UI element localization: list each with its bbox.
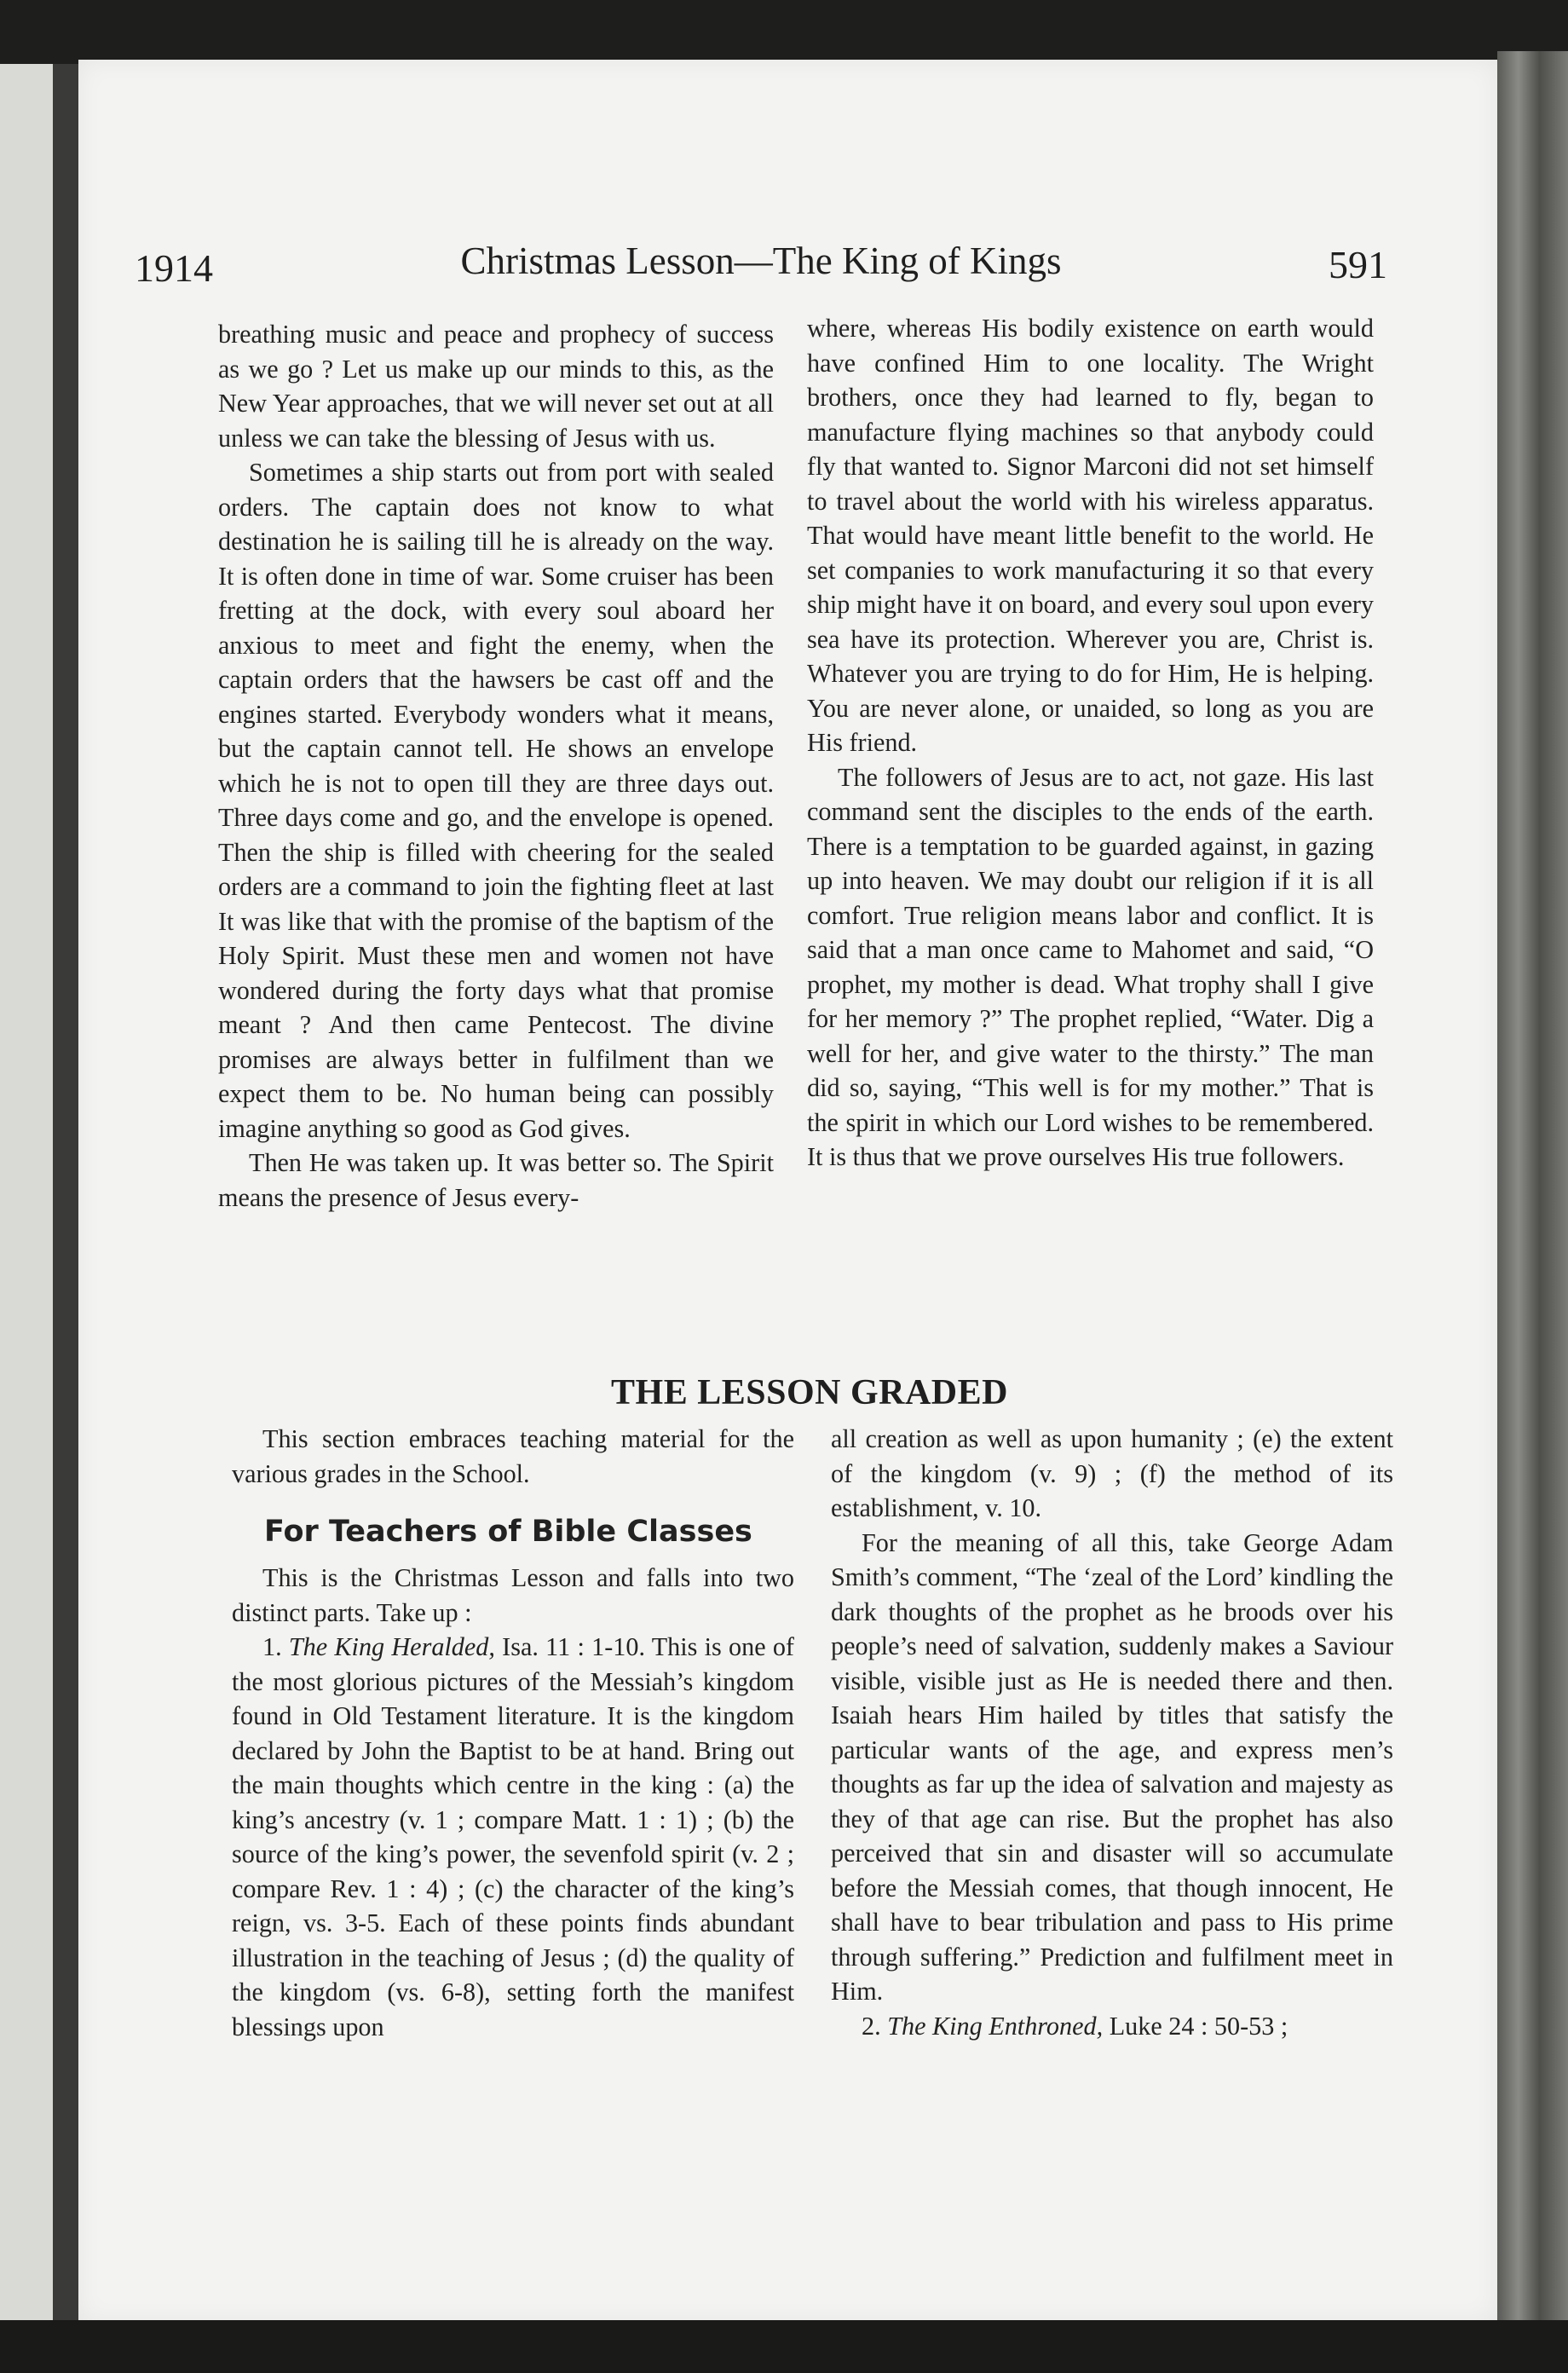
column-bottom-right	[831, 1422, 1393, 2043]
item-number: 2.	[862, 2011, 881, 2041]
page-stack-edge	[1497, 51, 1568, 2323]
paragraph: Then He was taken up. It was better so. The Spirit means the presence of Jesus every-	[218, 1148, 774, 1212]
running-head	[135, 239, 1387, 298]
column-top-right	[807, 311, 1374, 1175]
header-title: Christmas Lesson—The King of Kings	[460, 240, 1062, 282]
paragraph: This is the Christmas Lesson and falls into two distinct parts. Take up :	[232, 1563, 794, 1627]
paragraph: where, whereas His bodily existence on earth would have confined Him to one locality. The Wright brothers, once they had learned to fly, began to manufacture flying machines so that anybody could fly that wanted to. Signor Marconi did not set himself to travel about the world with his wireless apparatus. That would have meant little benefit to the world. He set companies to work manufacturing it so that every ship might have it on board, and every soul upon every sea have its protection. Wherever you are, Christ is. Whatever you are trying to do for Him, He is helping. You are never alone, or unaided, so long as you are His friend.	[807, 314, 1374, 757]
column-top-left	[218, 317, 774, 1215]
item-title: The King Enthroned,	[887, 2011, 1104, 2041]
paragraph: For the meaning of all this, take George Adam Smith’s comment, “The ‘zeal of the Lord’ kindling the dark thoughts of the prophet as he broods over his people’s need of salvation, suddenly makes a Saviour visible, visible just as He is needed there and then. Isaiah hears Him hailed by titles that satisfy the particular wants of the age, and express men’s thoughts as far up the idea of salvation and majesty as they of that age can rise. But the prophet has also perceived that sin and disaster will so accumulate before the Messiah comes, that though innocent, He shall have to bear tribulation and pass to His prime through suffering.” Prediction and fulfilment meet in Him.	[831, 1527, 1393, 2006]
paragraph: all creation as well as upon humanity ; (e) the extent of the kingdom (v. 9) ; (f) the method of its establishment, v. 10.	[831, 1424, 1393, 1522]
item-number: 1.	[262, 1632, 282, 1661]
paragraph: The followers of Jesus are to act, not gaze. His last command sent the disciples to the ends of the earth. There is a temptation to be guarded against, in gazing up into heaven. We may doubt our religion if it is all comfort. True religion means labor and conflict. It is said that a man once came to Mahomet and said, “O prophet, my mother is dead. What trophy shall I give for her memory ?” The prophet replied, “Water. Dig a well for her, and give water to the thirsty.” The man did so, saying, “This well is for my mother.” That is the spirit in which our Lord wishes to be remembered. It is thus that we prove ourselves His true followers.	[807, 762, 1374, 1171]
header-year: 1914	[135, 246, 213, 290]
page-number: 591	[1329, 243, 1387, 286]
scan-bottom-border	[0, 2320, 1568, 2373]
section-intro: This section embraces teaching material for the various grades in the School.	[232, 1424, 794, 1488]
item-text: Isa. 11 : 1-10. This is one of the most glorious pictures of the Messiah’s kingdom found in Old Testament literature. It is the kingdom declared by John the Baptist to be at hand. Bring out the main thoughts which centre in the king : (a) the king’s ancestry (v. 1 ; compare Matt. 1 : 1) ; (b) the source of the king’s power, the sevenfold spirit (v. 2 ; compare Rev. 1 : 4) ; (c) the character of the king’s reign, vs. 3-5. Each of these points finds abundant illustration in the teaching of Jesus ; (d) the quality of the kingdom (vs. 6-8), setting forth the manifest blessings upon	[232, 1632, 794, 2041]
list-item	[831, 2009, 1393, 2044]
column-bottom-left	[232, 1422, 794, 2044]
paragraph: Sometimes a ship starts out from port with sealed orders. The captain does not know to what destination he is sailing till he is already on the way. It is often done in time of war. Some cruiser has been fretting at the dock, with every soul aboard her anxious to meet and fight the enemy, when the captain orders that the hawsers be cast off and the engines started. Everybody wonders what it means, but the captain cannot tell. He shows an envelope which he is not to open till they are three days out. Three days come and go, and the envelope is opened. Then the ship is filled with cheering for the sealed orders are a command to join the fighting fleet at last It was like that with the promise of the baptism of the Holy Spirit. Must these men and women not have wondered during the forty days what that promise meant ? And then came Pentecost. The divine promises are always better in fulfilment than we expect them to be. No human being can possibly imagine anything so good as God gives.	[218, 458, 774, 1143]
item-title: The King Heralded,	[288, 1632, 495, 1661]
subheading: For Teachers of Bible Classes	[264, 1515, 752, 1549]
item-text: Luke 24 : 50-53 ;	[1103, 2011, 1288, 2041]
list-item	[232, 1630, 794, 2044]
section-heading: THE LESSON GRADED	[611, 1373, 1008, 1412]
book-gutter	[53, 64, 78, 2323]
paragraph: breathing music and peace and prophecy of success as we go ? Let us make up our minds to this, as the New Year approaches, that we will never set out at all unless we can take the blessing of Jesus with us.	[218, 320, 774, 453]
